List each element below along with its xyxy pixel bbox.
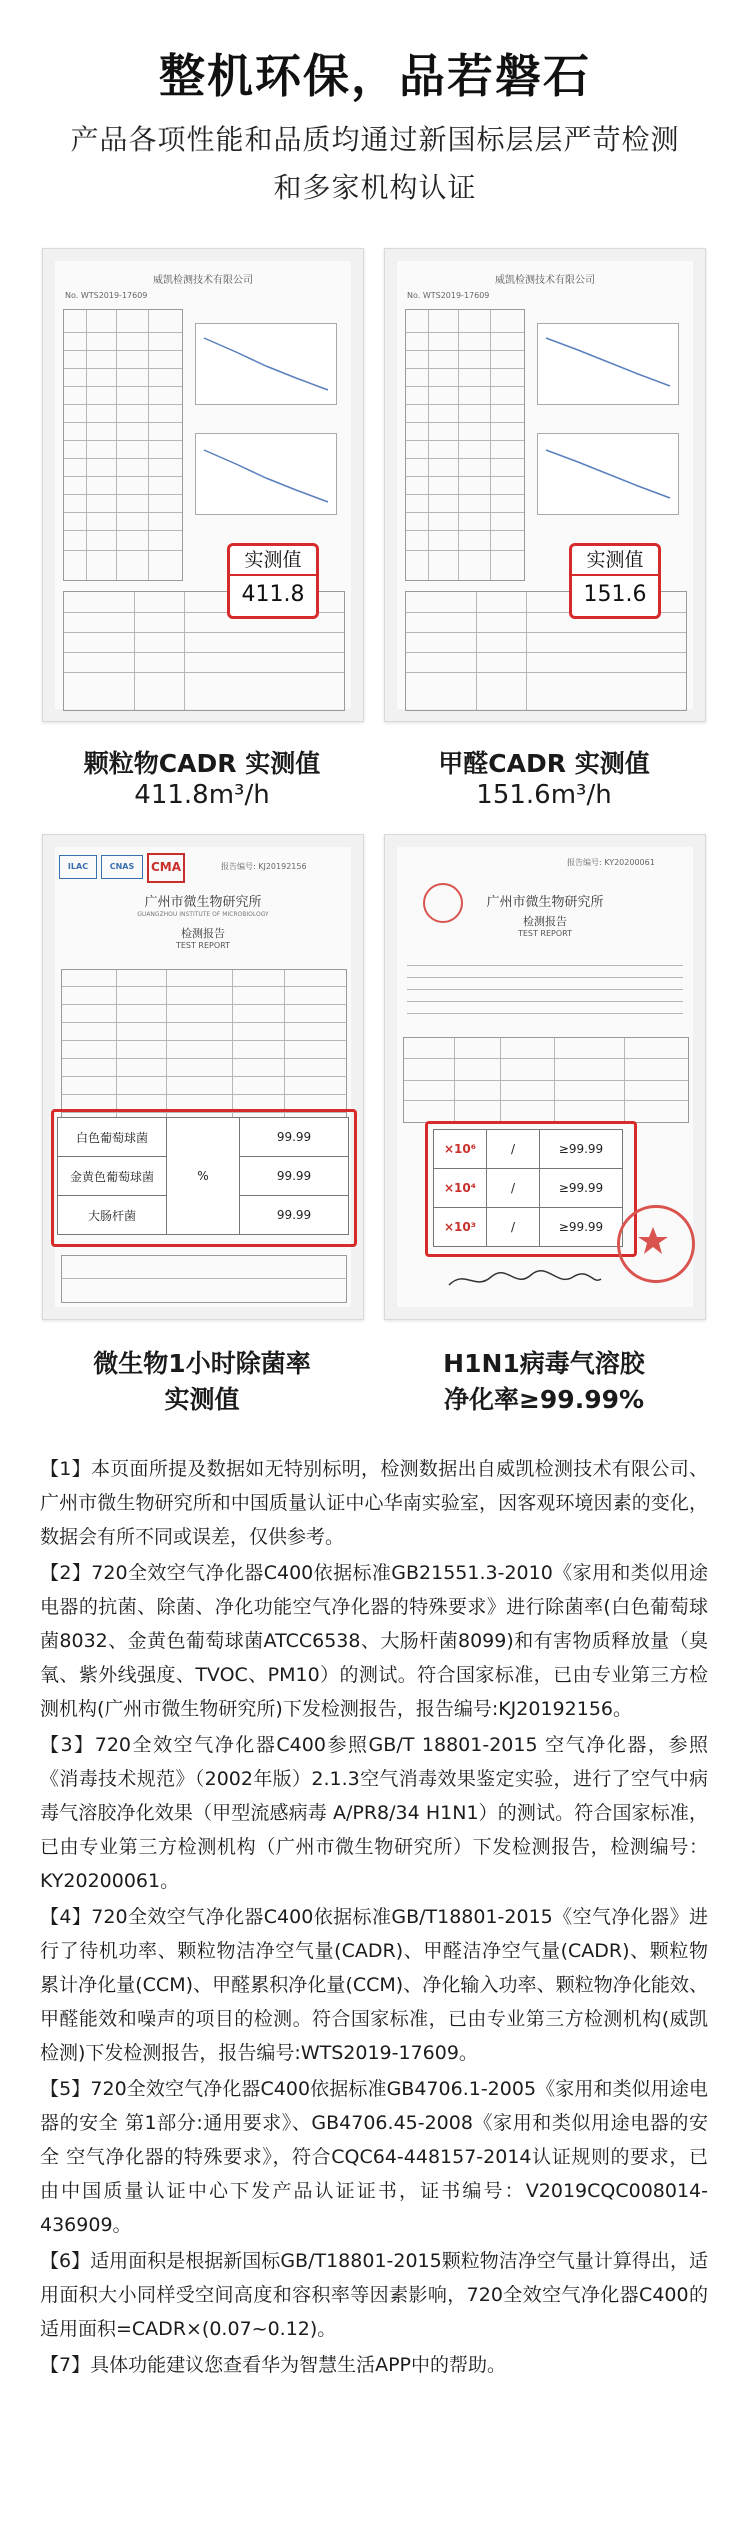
- seal-star-icon: [617, 1205, 689, 1277]
- doc-title-en: TEST REPORT: [175, 941, 231, 950]
- decay-line-2: [196, 434, 336, 514]
- institute-name: 广州市微生物研究所: [486, 895, 604, 910]
- report-image-h1n1: [384, 834, 706, 1320]
- removal-rate: 99.99: [240, 1196, 349, 1235]
- caption-line2: 151.6m³/h: [476, 780, 612, 810]
- dose-cell: ×10⁴: [434, 1169, 487, 1208]
- page-subtitle-line1: 产品各项性能和品质均通过新国标层层严苛检测: [70, 123, 680, 156]
- removal-rate: 99.99: [240, 1157, 349, 1196]
- rate-cell: ≥99.99: [540, 1208, 623, 1247]
- measured-value: 411.8: [241, 582, 305, 607]
- caption-sterilization: [42, 1344, 362, 1416]
- bacteria-name: 金黄色葡萄球菌: [58, 1157, 167, 1196]
- value-cell: /: [487, 1130, 540, 1169]
- cma-logo-icon: CMA: [147, 853, 185, 883]
- measured-value-label: 实测值: [230, 546, 316, 576]
- highlight-frame: [51, 1109, 357, 1247]
- footnote-3: 【3】720全效空气净化器C400参照GB/T 18801-2015 空气净化器，参照《消毒技术规范》（2002年版）2.1.3空气消毒效果鉴定实验，进行了空气中病毒气溶胶净化效果（甲型流感病毒 A/PR8/34 H1N1）的测试。符合国家标准，已由专业第三方检测机构（广州市微生物研究所）下发检测报告，检测编号：KY20200061。: [40, 1734, 708, 1892]
- decay-chart-1: [537, 323, 679, 405]
- report-number: 报告编号: KY20200061: [567, 858, 655, 867]
- report-lab-title: 威凯检测技术有限公司: [495, 275, 595, 286]
- highlight-frame: [425, 1121, 637, 1257]
- caption-line2: 411.8m³/h: [134, 780, 270, 810]
- caption-formaldehyde-cadr: [384, 744, 704, 810]
- report-lab-title: 威凯检测技术有限公司: [153, 275, 253, 286]
- caption-line1: 微生物1小时除菌率: [93, 1349, 311, 1378]
- footnote-7: 【7】具体功能建议您查看华为智慧生活APP中的帮助。: [40, 2354, 507, 2376]
- dose-cell: ×10³: [434, 1208, 487, 1247]
- doc-title: 检测报告: [181, 927, 225, 940]
- signature-icon: [445, 1265, 605, 1295]
- caption-line1: 颗粒物CADR 实测值: [83, 749, 321, 778]
- value-cell: /: [487, 1169, 540, 1208]
- doc-title-en: TEST REPORT: [517, 929, 573, 938]
- footnote-1: 【1】本页面所提及数据如无特别标明，检测数据出自威凯检测技术有限公司、广州市微生物研究所和中国质量认证中心华南实验室，因客观环境因素的变化，数据会有所不同或误差，仅供参考。: [40, 1458, 708, 1548]
- rate-cell: ≥99.99: [540, 1130, 623, 1169]
- removal-rate: 99.99: [240, 1118, 349, 1157]
- caption-line2: 实测值: [164, 1385, 240, 1414]
- bacteria-name: 白色葡萄球菌: [58, 1118, 167, 1157]
- measured-value-label: 实测值: [572, 546, 658, 576]
- report-data-table: [403, 1037, 689, 1123]
- footnote-5: 【5】720全效空气净化器C400依据标准GB4706.1-2005《家用和类似用途电器的安全 第1部分:通用要求》、GB4706.45-2008《家用和类似用途电器的安全 空气净化器的特殊要求》，符合CQC64-448157-2014认证规则的要求，已由中国质量认证中心下发产品认证证书，证书编号：V2019CQC008014-436909。: [40, 2078, 708, 2236]
- caption-line1: H1N1病毒气溶胶: [443, 1349, 645, 1378]
- decay-line-2: [538, 434, 678, 514]
- report-image-particle-cadr: [42, 248, 364, 722]
- report-image-sterilization: [42, 834, 364, 1320]
- measured-value-box: [569, 543, 661, 619]
- footnotes: [40, 1452, 708, 2384]
- report-number: No. WTS2019-17609: [407, 291, 490, 300]
- measured-value-box: [227, 543, 319, 619]
- report-data-table: [61, 969, 347, 1131]
- bacteria-name: 大肠杆菌: [58, 1196, 167, 1235]
- official-seal-icon: [617, 1205, 695, 1283]
- report-data-table: [405, 309, 525, 581]
- institute-name-en: GUANGZHOU INSTITUTE OF MICROBIOLOGY: [137, 911, 269, 918]
- report-number: No. WTS2019-17609: [65, 291, 148, 300]
- decay-chart-1: [195, 323, 337, 405]
- decay-chart-2: [195, 433, 337, 515]
- caption-particle-cadr: [42, 744, 362, 810]
- ilac-logo-icon: ILAC: [59, 855, 97, 879]
- footnote-6: 【6】适用面积是根据新国标GB/T18801-2015颗粒物洁净空气量计算得出，适用面积大小同样受空间高度和容积率等因素影响，720全效空气净化器C400的适用面积=CADR×(0.07~0.12)。: [40, 2250, 708, 2340]
- cnas-logo-icon: CNAS: [101, 855, 143, 879]
- caption-h1n1: [384, 1344, 704, 1416]
- caption-line1: 甲醛CADR 实测值: [438, 749, 650, 778]
- report-data-table: [63, 309, 183, 581]
- decay-chart-2: [537, 433, 679, 515]
- dose-cell: ×10⁶: [434, 1130, 487, 1169]
- report-notes-block: [61, 1255, 347, 1303]
- report-info-lines: [407, 955, 683, 1025]
- report-image-formaldehyde-cadr: [384, 248, 706, 722]
- footnote-4: 【4】720全效空气净化器C400依据标准GB/T18801-2015《空气净化器》进行了待机功率、颗粒物洁净空气量(CADR)、甲醛洁净空气量(CADR)、颗粒物累计净化量(CCM)、甲醛累积净化量(CCM)、净化输入功率、颗粒物净化能效、甲醛能效和噪声的项目的检测。符合国家标准，已由专业第三方检测机构(威凯检测)下发检测报告，报告编号:WTS2019-17609。: [40, 1906, 708, 2064]
- page-subtitle-line2: 和多家机构认证: [273, 171, 477, 204]
- report-number: 报告编号: KJ20192156: [221, 862, 307, 871]
- rate-cell: ≥99.99: [540, 1169, 623, 1208]
- doc-title: 检测报告: [523, 915, 567, 928]
- page-title: 整机环保，品若磐石: [159, 49, 591, 103]
- caption-line2: 净化率≥99.99%: [443, 1385, 645, 1414]
- decay-line-1: [538, 324, 678, 404]
- measured-value: 151.6: [583, 582, 647, 607]
- institute-name: 广州市微生物研究所: [144, 895, 262, 910]
- value-cell: /: [487, 1208, 540, 1247]
- decay-line-1: [196, 324, 336, 404]
- footnote-2: 【2】720全效空气净化器C400依据标准GB21551.3-2010《家用和类似用途电器的抗菌、除菌、净化功能空气净化器的特殊要求》进行除菌率(白色葡萄球菌8032、金黄色葡萄球菌ATCC6538、大肠杆菌8099)和有害物质释放量（臭氧、紫外线强度、TVOC、PM10）的测试。符合国家标准，已由专业第三方检测机构(广州市微生物研究所)下发检测报告，报告编号:KJ20192156。: [40, 1562, 708, 1720]
- unit-cell: %: [167, 1118, 240, 1235]
